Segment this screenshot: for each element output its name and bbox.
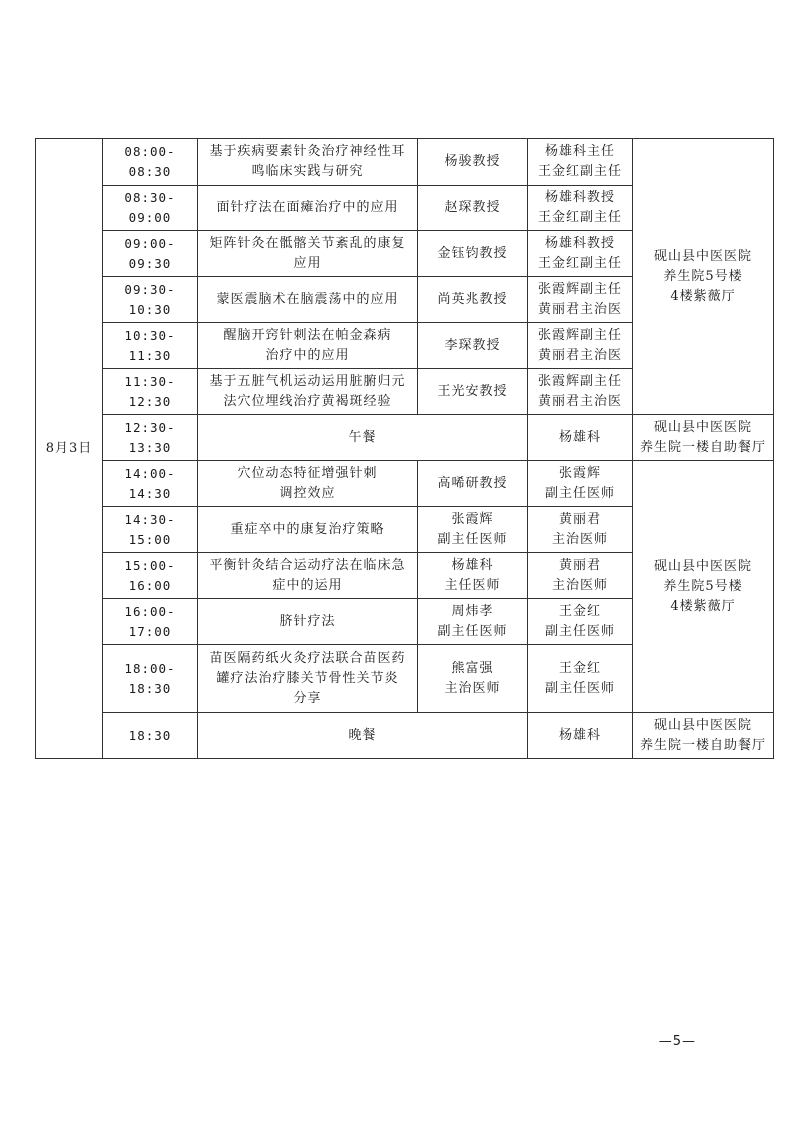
time-cell: 09:30-10:30 xyxy=(103,277,198,323)
time-cell: 14:30-15:00 xyxy=(103,507,198,553)
date-cell: 8月3日 xyxy=(36,139,103,759)
speaker-cell: 高唏研教授 xyxy=(418,461,528,507)
venue-cell: 砚山县中医医院 养生院一楼自助餐厅 xyxy=(633,415,774,461)
topic-cell: 脐针疗法 xyxy=(198,599,418,645)
speaker-cell: 杨雄科 主任医师 xyxy=(418,553,528,599)
time-cell: 11:30-12:30 xyxy=(103,369,198,415)
topic-cell: 重症卒中的康复治疗策略 xyxy=(198,507,418,553)
speaker-cell: 熊富强 主治医师 xyxy=(418,645,528,713)
time-cell: 09:00-09:30 xyxy=(103,231,198,277)
host-cell: 黄丽君 主治医师 xyxy=(528,507,633,553)
time-cell: 18:00-18:30 xyxy=(103,645,198,713)
topic-cell: 基于疾病要素针灸治疗神经性耳 鸣临床实践与研究 xyxy=(198,139,418,186)
host-cell: 张霞辉副主任 黄丽君主治医 xyxy=(528,323,633,369)
venue-cell: 砚山县中医医院 养生院一楼自助餐厅 xyxy=(633,713,774,759)
speaker-cell: 王光安教授 xyxy=(418,369,528,415)
topic-cell: 矩阵针灸在骶髂关节紊乱的康复 应用 xyxy=(198,231,418,277)
time-cell: 10:30-11:30 xyxy=(103,323,198,369)
speaker-cell: 尚英兆教授 xyxy=(418,277,528,323)
host-cell: 张霞辉副主任 黄丽君主治医 xyxy=(528,369,633,415)
host-cell: 杨雄科 xyxy=(528,713,633,759)
host-cell: 杨雄科教授 王金红副主任 xyxy=(528,231,633,277)
time-cell: 15:00-16:00 xyxy=(103,553,198,599)
topic-cell: 苗医隔药纸火灸疗法联合苗医药 罐疗法治疗膝关节骨性关节炎 分享 xyxy=(198,645,418,713)
topic-cell: 基于五脏气机运动运用脏腑归元 法穴位埋线治疗黄褐斑经验 xyxy=(198,369,418,415)
speaker-cell: 李琛教授 xyxy=(418,323,528,369)
host-cell: 杨雄科 xyxy=(528,415,633,461)
table-row xyxy=(36,415,774,461)
page-number: —5— xyxy=(658,1034,696,1049)
table-row xyxy=(36,713,774,759)
time-cell: 12:30-13:30 xyxy=(103,415,198,461)
meal-cell: 晚餐 xyxy=(198,713,528,759)
host-cell: 杨雄科教授 王金红副主任 xyxy=(528,186,633,231)
venue-cell: 砚山县中医医院 养生院5号楼 4楼紫薇厅 xyxy=(633,139,774,415)
schedule-table xyxy=(35,138,774,759)
meal-cell: 午餐 xyxy=(198,415,528,461)
table-row xyxy=(36,461,774,507)
speaker-cell: 金钰钧教授 xyxy=(418,231,528,277)
time-cell: 18:30 xyxy=(103,713,198,759)
host-cell: 张霞辉副主任 黄丽君主治医 xyxy=(528,277,633,323)
host-cell: 杨雄科主任 王金红副主任 xyxy=(528,139,633,186)
topic-cell: 平衡针灸结合运动疗法在临床急 症中的运用 xyxy=(198,553,418,599)
host-cell: 张霞辉 副主任医师 xyxy=(528,461,633,507)
time-cell: 16:00-17:00 xyxy=(103,599,198,645)
speaker-cell: 张霞辉 副主任医师 xyxy=(418,507,528,553)
speaker-cell: 赵琛教授 xyxy=(418,186,528,231)
host-cell: 黄丽君 主治医师 xyxy=(528,553,633,599)
table-row xyxy=(36,139,774,186)
topic-cell: 穴位动态特征增强针刺 调控效应 xyxy=(198,461,418,507)
speaker-cell: 周炜孝 副主任医师 xyxy=(418,599,528,645)
venue-cell: 砚山县中医医院 养生院5号楼 4楼紫薇厅 xyxy=(633,461,774,713)
time-cell: 14:00-14:30 xyxy=(103,461,198,507)
time-cell: 08:30-09:00 xyxy=(103,186,198,231)
speaker-cell: 杨骏教授 xyxy=(418,139,528,186)
topic-cell: 面针疗法在面瘫治疗中的应用 xyxy=(198,186,418,231)
topic-cell: 醒脑开窍针刺法在帕金森病 治疗中的应用 xyxy=(198,323,418,369)
time-cell: 08:00-08:30 xyxy=(103,139,198,186)
host-cell: 王金红 副主任医师 xyxy=(528,599,633,645)
host-cell: 王金红 副主任医师 xyxy=(528,645,633,713)
topic-cell: 蒙医震脑术在脑震荡中的应用 xyxy=(198,277,418,323)
